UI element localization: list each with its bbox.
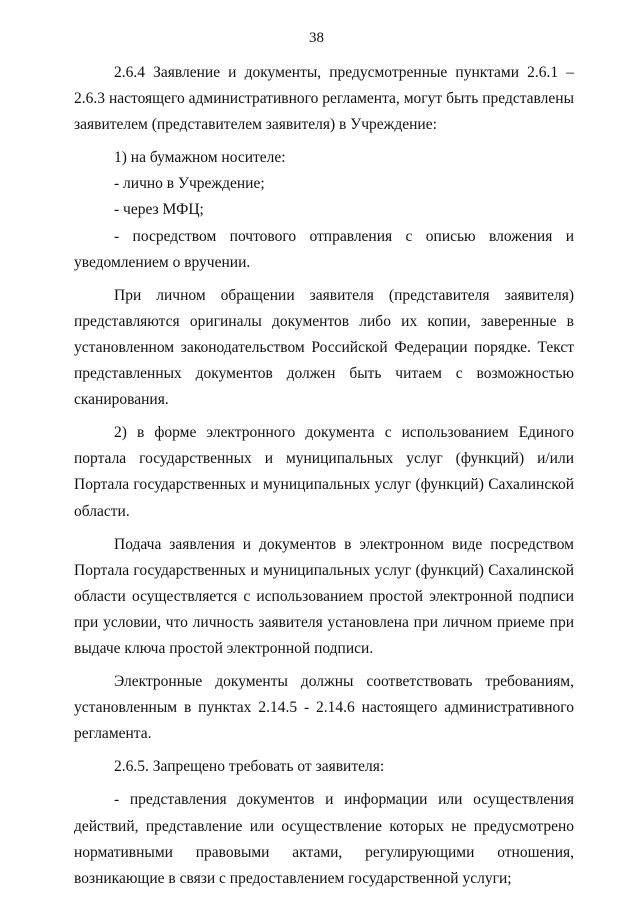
list-item-mfc: - через МФЦ;	[114, 201, 204, 219]
list-item-postal: - посредством почтового отправления с описью вложения и уведомлением о вручении.	[74, 227, 574, 271]
list-item-prohibited-requirements: - представления документов и информации или осуществления действий, представление или осуществление которых не предусмотрено нормативными правовыми актами, регулирующими отношения, возникающие в связи с предоставлением государственной услуги;	[74, 791, 574, 887]
paragraph-2-6-5: 2.6.5. Запрещено требовать от заявителя:	[114, 758, 385, 776]
paragraph-electronic-documents: Электронные документы должны соответствовать требованиям, установленным в пунктах 2.14.5 - 2.14.6 настоящего административного регламента.	[74, 673, 574, 743]
paragraph-electronic-submission: Подача заявления и документов в электронном виде посредством Портала государственных и муниципальных услуг (функций) Сахалинской области осуществляется с использованием простой электронной подписи при условии, что личность заявителя установлена при личном приеме при выдаче ключа простой электронной подписи.	[74, 535, 574, 657]
paragraph-2-6-4: 2.6.4 Заявление и документы, предусмотренные пунктами 2.6.1 – 2.6.3 настоящего административного регламента, могут быть представлены заявителем (представителем заявителя) в Учреждение:	[74, 64, 574, 134]
list-item-paper: 1) на бумажном носителе:	[114, 149, 286, 167]
document-body	[74, 60, 574, 892]
paragraph-electronic-form: 2) в форме электронного документа с использованием Единого портала государственных и муниципальных услуг (функций) и/или Портала государственных и муниципальных услуг (функций) Сахалинской области.	[74, 424, 574, 520]
paragraph-personal-visit: При личном обращении заявителя (представителя заявителя) представляются оригиналы документов либо их копии, заверенные в установленном законодательством Российской Федерации порядке. Текст представленных документов должен быть читаем с возможностью сканирования.	[74, 286, 574, 409]
page-number: 38	[309, 30, 324, 46]
list-item-in-person: - лично в Учреждение;	[114, 175, 265, 193]
